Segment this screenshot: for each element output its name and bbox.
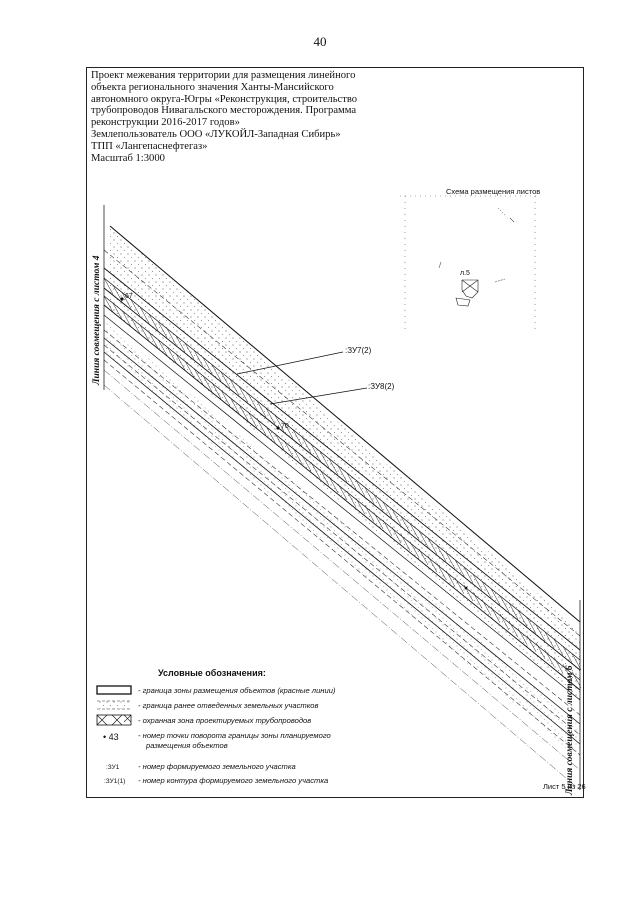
schema-label: Схема размещения листов xyxy=(446,187,541,196)
plot-label-zu7: :ЗУ7(2) xyxy=(345,346,372,355)
title-line: реконструкции 2016-2017 годов» xyxy=(91,117,240,129)
page-number: 40 xyxy=(313,34,327,49)
red-line-boundary xyxy=(110,226,580,622)
legend-swatch-previous-boundary xyxy=(97,701,131,709)
legend-item-turning-point-cont: размещения объектов xyxy=(146,741,228,750)
plot-label-zu8: :ЗУ8(2) xyxy=(368,382,395,391)
legend-swatch-red-lines xyxy=(97,686,131,694)
title-line: Проект межевания территории для размещения линейного xyxy=(91,70,356,81)
land-user-line: Землепользователь ООО «ЛУКОЙЛ-Западная Сибирь» xyxy=(91,128,341,140)
turning-point-marker xyxy=(465,587,468,590)
schema-sheet-ref: л.5 xyxy=(460,270,470,277)
turning-point-label: 67 xyxy=(125,293,133,300)
legend-item-protection-zone: - охранная зона проектируемых трубопроводов xyxy=(138,716,312,725)
dotted-area xyxy=(110,226,580,700)
turning-point-marker xyxy=(276,426,279,429)
title-line: трубопроводов Нивагальского месторождения. Программа xyxy=(91,105,357,117)
title-line: автономного округа-Югры «Реконструкция, строительство xyxy=(91,93,358,105)
legend-title: Условные обозначения: xyxy=(158,668,266,678)
location-schema xyxy=(400,196,540,330)
legend-swatch-protection-zone xyxy=(97,715,131,725)
scale-line: Масштаб 1:3000 xyxy=(91,152,165,164)
legend-item-plot-number: - номер формируемого земельного участка xyxy=(138,762,296,771)
turning-point-marker xyxy=(120,297,123,300)
legend-item-contour-number: - номер контура формируемого земельного участка xyxy=(138,776,329,785)
match-line-label-right: Линия совмещения с листом 6 xyxy=(565,665,575,795)
title-line: объекта регионального значения Ханты-Мансийского xyxy=(91,81,334,93)
legend-item-previous-boundary: - граница ранее отведенных земельных участков xyxy=(138,701,319,710)
legend-code-plot: :ЗУ1 xyxy=(106,764,120,771)
legend-item-red-lines: - граница зоны размещения объектов (красные линии) xyxy=(138,686,336,695)
turning-point-label: 70 xyxy=(281,423,289,430)
sheet-number: Лист 5 из 26 xyxy=(543,782,586,791)
tpp-line: ТПП «Лангепаснефтегаз» xyxy=(91,140,208,152)
match-line-label-left: Линия совмещения с листом 4 xyxy=(92,255,102,385)
legend-item-turning-point: - номер точки поворота границы зоны планируемого xyxy=(138,731,331,740)
legend-code-contour: :ЗУ1(1) xyxy=(104,778,126,785)
legend-point-example: • 43 xyxy=(103,732,119,742)
